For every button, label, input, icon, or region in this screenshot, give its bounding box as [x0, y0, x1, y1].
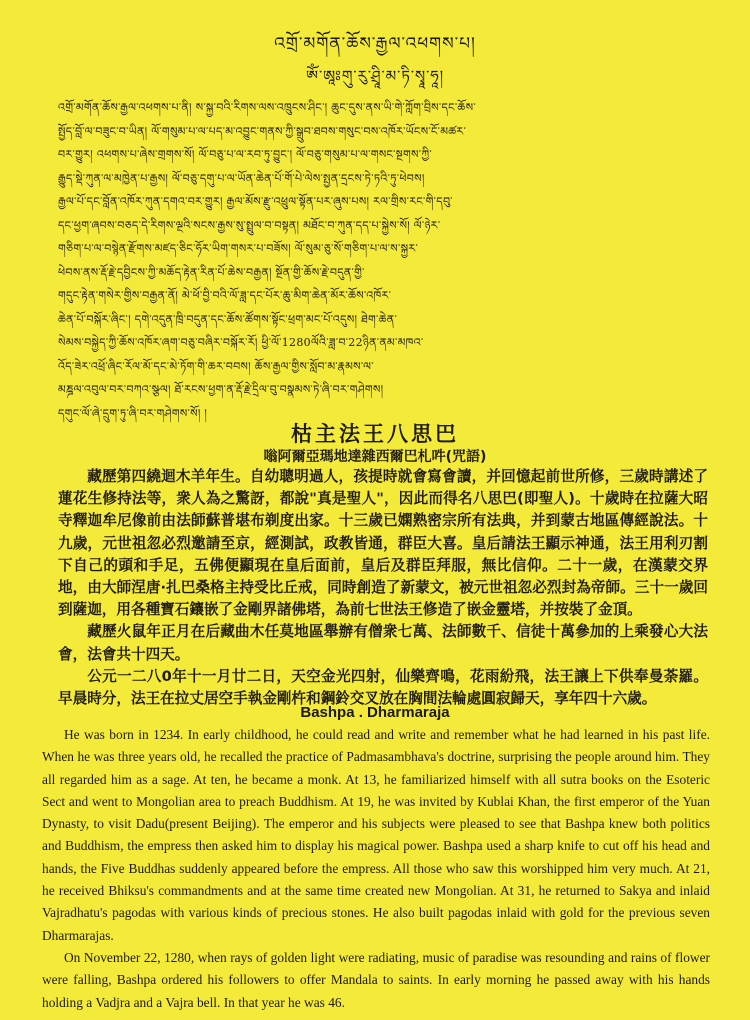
english-paragraph: On November 22, 1280, when rays of golden light were radiating, music of paradise was resounding and rains of flower were falling, Bashpa ordered his followers to offer Mandala to saints. In early morning he passed away with his hands holding a Vadjra and a Vajra bell. In that year he was 46. — [42, 949, 710, 1010]
tibetan-text-block — [58, 96, 706, 425]
tibetan-line: འགྲོ་མགོན་ཆོས་རྒྱལ་འཕགས་པ་ནི། ས་སྐྱ་བའི་རིགས་ལས་འཁྲུངས་ཤིང་། ཆུང་དུས་ནས་ཡི་གེ་ཀློག་བྲིས་དང་ཆོས་ — [58, 101, 476, 114]
tibetan-mantra: ཨོཾ་ཨཱཿགུ་རུ་ཤྲཱི་མ་ཏི་སྭཱ་ཧཱ། — [305, 67, 445, 85]
tibetan-line: ཆེན་པོ་བསྐོར་ཞིང་། དགེ་འདུན་ཁྲི་བདུན་དང་ཆོས་ཚོགས་སྟོང་ཕྲག་མང་པོ་འདུས། ཐེག་ཆེན་ — [58, 312, 398, 326]
tibetan-title: འགྲོ་མགོན་ཆོས་རྒྱལ་འཕགས་པ། — [274, 34, 476, 54]
tibetan-line: ཕེབས་ནས་རྡོ་རྗེ་དབྱིངས་ཀྱི་མཆོད་རྟེན་རིན་པོ་ཆེས་བརྒྱན། སྔོན་གྱི་ཆོས་རྗེ་བདུན་གྱི་ — [58, 265, 365, 279]
tibetan-line: རྒྱལ་པོ་དང་བློན་འཁོར་ཀུན་དགའ་བར་གྱུར། རྒྱལ་མོས་རྫུ་འཕྲུལ་སྟོན་པར་ཞུས་པས། རལ་གྲིས་རང་གི་དབུ་ — [58, 195, 453, 208]
tibetan-line: དགུང་ལོ་ཞེ་དྲུག་ཏུ་ཞི་བར་གཤེགས་སོ། ། — [58, 406, 208, 420]
tibetan-line: སྤྱོད་བློ་ལ་བཟུང་བ་ཡིན། ལོ་གསུམ་པ་ལ་པད་མ་འབྱུང་གནས་ཀྱི་སྒྲུབ་ཐབས་གསུང་བས་འཁོར་ཡོངས་ངོ་མཚར་ — [58, 124, 467, 138]
tibetan-line: འོད་ཟེར་འཕྲོ་ཞིང་རོལ་མོ་དང་མེ་ཏོག་གི་ཆར་བབས། ཆོས་རྒྱལ་གྱིས་སློབ་མ་རྣམས་ལ་ — [58, 359, 374, 373]
english-body — [42, 724, 710, 1014]
tibetan-line: དང་ཕྱག་ཞབས་བཅད་དེ་རིགས་ལྔའི་སངས་རྒྱས་སུ་སྤྲུལ་བ་བསྟན། མཐོང་བ་ཀུན་དད་པ་སྐྱེས་སོ། ལོ་ཉེར་ — [58, 218, 441, 232]
chinese-paragraph: 藏歷第四繞迴木羊年生。自幼聰明過人，孩提時就會寫會讀，并回憶起前世所修，三歲時講述了蓮花生修持法等，衆人為之驚訝，都說"真是聖人"，因此而得名八思巴(即聖人)。十歲時在拉薩大昭寺釋迦牟尼像前由法師蘇普堪布剃度出家。十三歲已嫻熟密宗所有法典，并到蒙古地區傳經說法。十九歲，元世祖忽必烈邀請至京，經測試，政教皆通，群臣大喜。皇后請法王顯示神通，法王用利刃割下自己的頭和手足，五佛便顯現在皇后面前，皇后及群臣拜服，無比信仰。二十一歲，在漢蒙交界地，由大師涅唐·扎巴桑格主持受比丘戒，同時創造了新蒙文，被元世祖忽必烈封為帝師。三十一歲回到薩迦，用各種寶石鑲嵌了金剛界諸佛塔，為前七世法王修造了嵌金靈塔，并按裝了金頂。 — [58, 468, 708, 619]
english-title: Bashpa . Dharmaraja — [300, 704, 450, 721]
tibetan-line: སེམས་བསྐྱེད་ཀྱི་ཆོས་འཁོར་ཞག་བཅུ་བཞིར་བསྐོར་རོ། ཕྱི་ལོ་1280ལོའི་ཟླ་བ་22ཉིན་ནམ་མཁའ་ — [58, 336, 424, 349]
chinese-subtitle: 嗡阿爾亞瑪地達雜西爾巴札吽(咒語) — [263, 449, 487, 465]
chinese-body — [58, 466, 708, 710]
tibetan-line: གདུང་རྟེན་གསེར་གྱིས་བརྒྱན་ནོ། མེ་ཕོ་བྱི་བའི་ལོ་ཟླ་དང་པོར་ཆུ་མིག་ཆེན་མོར་ཆོས་འཁོར་ — [58, 289, 392, 302]
chinese-paragraph: 公元一二八0年十一月廿二日，天空金光四射，仙樂齊鳴，花雨紛飛，法王讓上下供奉曼荼羅。早晨時分，法王在拉丈居空手執金剛杵和鋼鈴交叉放在胸間法輪處圓寂歸天，享年四十六歲。 — [58, 667, 708, 708]
tibetan-line: མཎྜལ་འབུལ་བར་བཀའ་སྩལ། ཐོ་རངས་ཕྱག་ན་རྡོ་རྗེ་དྲིལ་བུ་བསྣམས་ཏེ་ཞི་བར་གཤེགས། — [58, 383, 384, 396]
tibetan-line: རྒྱུད་སྡེ་ཀུན་ལ་མཁྱེན་པ་རྒྱས། ལོ་བཅུ་དགུ་པ་ལ་ཡོན་ཆེན་པོ་གོ་པེ་ལེས་སྤྱན་དྲངས་ཏེ་ཏའི་ཏུ་ཕེབས། — [58, 171, 425, 185]
tibetan-line: གཅིག་པ་ལ་བསྙེན་རྫོགས་མཛད་ཅིང་ཧོར་ཡིག་གསར་པ་བཟོས། ལོ་སུམ་ཅུ་སོ་གཅིག་པ་ལ་ས་སྐྱར་ — [58, 242, 419, 255]
chinese-paragraph: 藏歷火鼠年正月在后藏曲木任莫地區舉辦有僧衆七萬、法師數千、信徒十萬參加的上乘發心大法會，法會共十四天。 — [58, 623, 708, 663]
english-paragraph: He was born in 1234. In early childhood, he could read and write and remember what he had learned in his past life. When he was three years old, he recalled the practice of Padmasambhava's doctrine, surprising the people around him. They all regarded him as a sage. At ten, he became a monk. At 13, he familiarized himself with all sutra books on the Esoteric Sect and went to Mongolian area to preach Buddhism. At 19, he was invited by Kublai Khan, the first emperor of the Yuan Dynasty, to visit Dadu(present Beijing). The emperor and his subjects were pleased to see that Bashpa knew both politics and Buddhism, the empress then asked him to display his magical power. Bashpa used a sharp knife to cut off his head and hands, the Five Buddhas suddenly appeared before the empress. All those who saw this worshipped him very much. At 21, he received Bhiksu's commandments and at the same time created new Mongolian. At 31, he returned to Sakya and inlaid Vajradhatu's pagodas with various kinds of precious stones. He also built pagodas inlaid with gold for the previous seven Dharmarajas. — [42, 727, 710, 943]
chinese-title: 枯主法王八思巴 — [291, 422, 459, 446]
tibetan-line: བར་གྱུར། འཕགས་པ་ཞེས་གྲགས་སོ། ལོ་བཅུ་པ་ལ་རབ་ཏུ་བྱུང་། ལོ་བཅུ་གསུམ་པ་ལ་གསང་སྔགས་ཀྱི་ — [58, 148, 432, 161]
